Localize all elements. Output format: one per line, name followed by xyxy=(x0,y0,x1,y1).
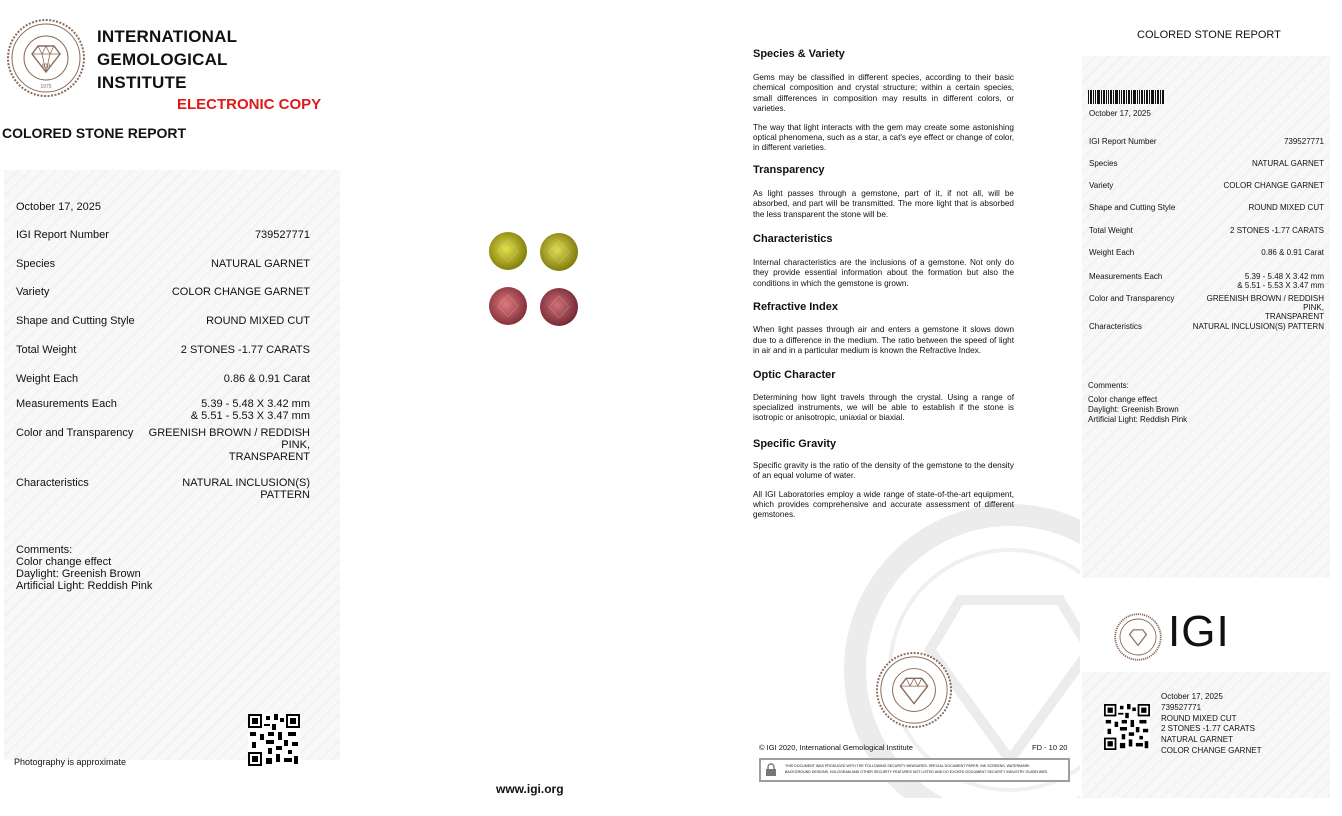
igi-logo-text: IGI xyxy=(1168,607,1230,656)
row-value: ROUND MIXED CUT xyxy=(206,315,310,327)
row-value: 739527771 xyxy=(1283,137,1324,146)
report-date: October 17, 2025 xyxy=(16,201,102,213)
seal-mark: IGI xyxy=(41,64,51,70)
copyright: © IGI 2020, International Gemological Institute xyxy=(759,743,913,752)
qr-code[interactable] xyxy=(248,714,300,766)
tag-line: 2 STONES -1.77 CARATS xyxy=(1161,724,1255,734)
electronic-copy-label: ELECTRONIC COPY xyxy=(177,96,322,113)
row-value: NATURAL INCLUSION(S) PATTERN xyxy=(182,477,310,501)
comment-line: Daylight: Greenish Brown xyxy=(16,568,141,580)
photo-note: Photography is approximate xyxy=(14,757,127,767)
row-label: Weight Each xyxy=(16,373,79,385)
row-label: Shape and Cutting Style xyxy=(1089,203,1176,212)
tag-line: October 17, 2025 xyxy=(1161,692,1223,701)
section-characteristics xyxy=(753,233,1014,289)
row-label: Total Weight xyxy=(16,344,77,356)
barcode xyxy=(1088,90,1164,104)
website-link[interactable]: www.igi.org xyxy=(496,782,564,796)
right-comments xyxy=(1088,381,1187,425)
row-label: Variety xyxy=(1089,181,1114,190)
info-sections xyxy=(753,48,1014,521)
comment-line: Daylight: Greenish Brown xyxy=(1088,405,1179,414)
seal-year: 1975 xyxy=(40,84,52,90)
tag-line: ROUND MIXED CUT xyxy=(1161,713,1237,723)
row-value: GREENISH BROWN / REDDISH PINK, TRANSPARENT xyxy=(148,427,310,463)
tag-line: 739527771 xyxy=(1161,702,1202,712)
row-value: 0.86 & 0.91 Carat xyxy=(223,373,310,385)
row-label: Color and Transparency xyxy=(1089,294,1175,303)
section-paragraph: Specific gravity is the ratio of the density of the gemstone to the density of an equal volume of water. xyxy=(753,460,1014,481)
row-label: Total Weight xyxy=(1089,226,1133,235)
right-report-date: October 17, 2025 xyxy=(1089,109,1151,118)
report-title: COLORED STONE REPORT xyxy=(2,125,187,141)
row-value: 0.86 & 0.91 Carat xyxy=(1261,248,1324,257)
row-label: Color and Transparency xyxy=(16,427,134,439)
section-optic-character xyxy=(753,369,1014,424)
right-report-title: COLORED STONE REPORT xyxy=(1137,29,1281,41)
tag-qr-code[interactable] xyxy=(1104,704,1150,750)
section-title: Specific Gravity xyxy=(753,437,837,450)
row-value: COLOR CHANGE GARNET xyxy=(1223,181,1324,190)
lock-icon xyxy=(765,763,777,777)
section-title: Optic Character xyxy=(753,368,836,381)
row-label: Measurements Each xyxy=(16,398,117,410)
row-value: NATURAL INCLUSION(S) PATTERN xyxy=(1192,322,1324,331)
stone-pink-1 xyxy=(489,287,527,325)
section-paragraph: When light passes through air and enters a gemstone it slows down due to a difference in the medium. The ratio between the speed of light in air and in a particular medium is known the Refractive Index. xyxy=(753,325,1014,356)
row-value: 2 STONES -1.77 CARATS xyxy=(180,344,310,356)
row-label: IGI Report Number xyxy=(1089,137,1157,146)
row-value: 5.39 - 5.48 X 3.42 mm & 5.51 - 5.53 X 3.47 mm xyxy=(190,398,310,422)
section-paragraph: Internal characteristics are the inclusions of a gemstone. Not only do they provide essential information about the formation but also the conditions in which the gemstone is grown. xyxy=(753,258,1014,288)
row-value: 739527771 xyxy=(254,229,310,241)
comments xyxy=(16,544,152,592)
brand-name xyxy=(97,25,237,94)
igi-seal-logo-right xyxy=(1114,613,1162,661)
row-label: Measurements Each xyxy=(1089,272,1163,281)
comment-line: Color change effect xyxy=(1088,395,1158,404)
section-specific-gravity xyxy=(753,438,1014,521)
row-value: 2 STONES -1.77 CARATS xyxy=(1230,226,1324,235)
section-title: Characteristics xyxy=(753,233,833,246)
section-paragraph: All IGI Laboratories employ a wide range of state-of-the-art equipment, which provides comprehensive and accurate assessment of different gemstones. xyxy=(753,489,1014,520)
section-species-variety xyxy=(753,48,1014,154)
tag-details xyxy=(1161,692,1261,757)
row-value: 5.39 - 5.48 X 3.42 mm & 5.51 - 5.53 X 3.47 mm xyxy=(1237,272,1324,290)
row-value: NATURAL GARNET xyxy=(1251,159,1324,168)
row-label: Species xyxy=(1089,159,1118,168)
comment-line: Artificial Light: Reddish Pink xyxy=(1088,415,1188,424)
row-label: Variety xyxy=(16,286,50,298)
brand-line-2: GEMOLOGICAL xyxy=(97,50,228,69)
security-note-2: BACKGROUND DESIGNS, HOLOGRAM AND OTHER SECURITY FEATURES NOT LISTED AND DO EXCEED DOCUMENT SECURITY INDUSTRY GUIDELINES. xyxy=(785,770,1049,774)
row-label: Shape and Cutting Style xyxy=(16,315,135,327)
igi-seal-logo xyxy=(6,18,86,98)
brand-line-3: INSTITUTE xyxy=(97,73,187,92)
row-label: Characteristics xyxy=(1089,322,1142,331)
stone-greenish-2 xyxy=(540,233,578,271)
section-paragraph: Gems may be classified in different species, according to their basic chemical composition and crystal structure; within a certain species, small differences in composition may results in different colors, or varieties. xyxy=(753,73,1014,114)
brand-line-1: INTERNATIONAL xyxy=(97,27,238,46)
section-title: Transparency xyxy=(753,163,825,176)
section-title: Species & Variety xyxy=(753,48,845,60)
row-value: GREENISH BROWN / REDDISH PINK, TRANSPARENT xyxy=(1206,294,1324,321)
row-label: Characteristics xyxy=(16,477,89,489)
section-transparency xyxy=(753,164,1014,220)
form-code: FD - 10 20 xyxy=(1032,743,1068,752)
tag-line: NATURAL GARNET xyxy=(1161,735,1234,745)
stone-pink-2 xyxy=(540,288,578,326)
comments-label: Comments: xyxy=(16,544,73,556)
comment-line: Artificial Light: Reddish Pink xyxy=(16,580,153,592)
security-note-1: THIS DOCUMENT WAS PRODUCED WITH THE FOLLOWING SECURITY MEASURES: SPECIAL DOCUMENT PAPER, INK SCREENS, WATERMARK xyxy=(785,764,1030,768)
row-label: Species xyxy=(16,258,56,270)
security-strip xyxy=(759,758,1070,782)
row-value: ROUND MIXED CUT xyxy=(1248,203,1324,212)
row-label: IGI Report Number xyxy=(16,229,109,241)
igi-seal-logo-middle xyxy=(875,651,953,729)
section-paragraph: The way that light interacts with the gem may create some astonishing optical phenomena, such as a star, a cat's eye effect or change of color, in different varieties. xyxy=(753,122,1014,153)
comment-line: Color change effect xyxy=(16,556,112,568)
stones-photo xyxy=(486,230,582,328)
section-paragraph: Determining how light travels through the crystal. Using a range of specialized instruments, we will be able to establish if the stone is isotropic or anisotropic, uniaxial or biaxial. xyxy=(753,392,1014,423)
row-value: COLOR CHANGE GARNET xyxy=(171,286,310,298)
section-title: Refractive Index xyxy=(753,301,838,314)
tag-line: COLOR CHANGE GARNET xyxy=(1161,745,1262,755)
row-value: NATURAL GARNET xyxy=(210,258,310,270)
stone-greenish-1 xyxy=(489,232,527,270)
row-label: Weight Each xyxy=(1089,248,1135,257)
section-paragraph: As light passes through a gemstone, part of it, if not all, will be absorbed, and part will be transmitted. The more light that is absorbed the less transparent the stone will be. xyxy=(753,188,1014,219)
section-refractive-index xyxy=(753,301,1014,356)
comments-label: Comments: xyxy=(1088,381,1129,390)
